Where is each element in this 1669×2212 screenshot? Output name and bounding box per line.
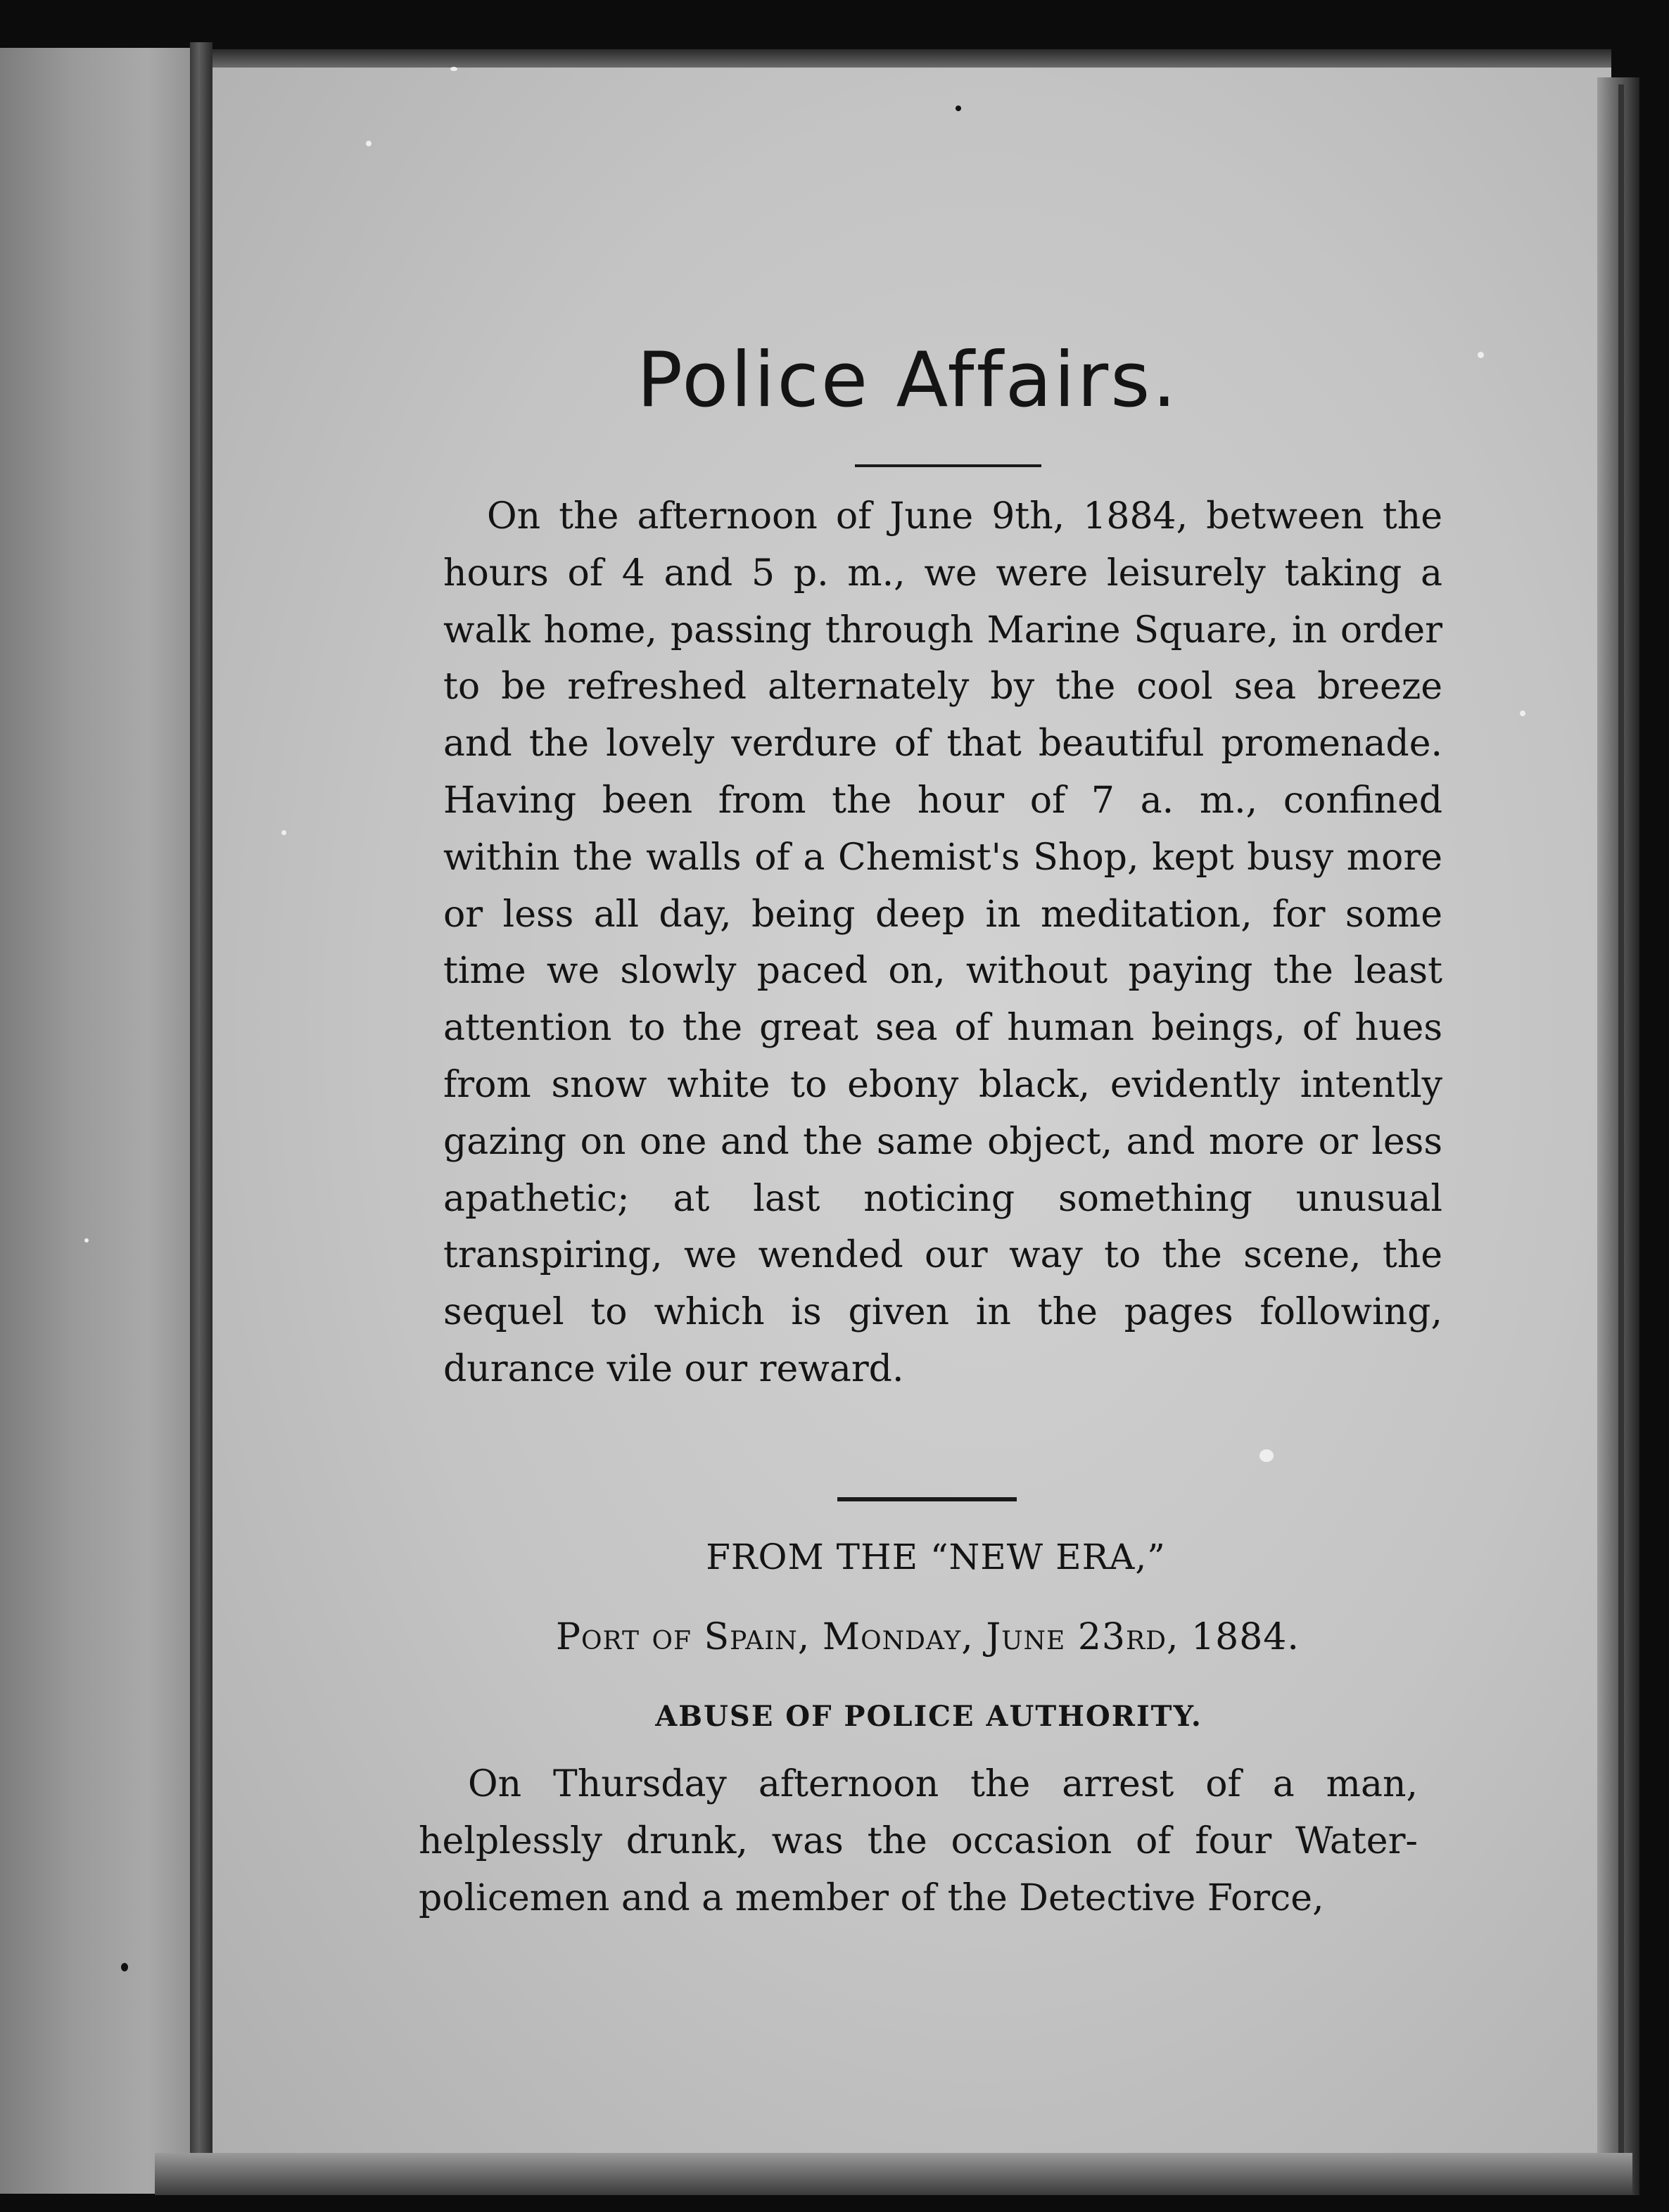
ink-speck bbox=[121, 1963, 128, 1971]
article-paragraph: On Thursday afternoon the arrest of a man, helplessly drunk, was the occasion of four Water-policemen and a member of the Detective Force, bbox=[419, 1763, 1418, 1919]
section-divider bbox=[837, 1497, 1017, 1501]
dateline: Port of Spain, Monday, June 23rd, 1884. bbox=[556, 1616, 1300, 1658]
bottom-shadow bbox=[155, 2153, 1632, 2195]
dust-speck bbox=[1478, 352, 1484, 358]
source-heading: FROM THE “NEW ERA,” bbox=[706, 1537, 1166, 1577]
right-edge-line bbox=[1618, 84, 1624, 2188]
book-gutter bbox=[190, 42, 212, 2195]
ink-speck bbox=[956, 106, 961, 111]
article-subheading: ABUSE OF POLICE AUTHORITY. bbox=[655, 1700, 1202, 1733]
left-page-edge bbox=[0, 48, 211, 2194]
page-title: Police Affairs. bbox=[637, 336, 1179, 424]
intro-paragraph: On the afternoon of June 9th, 1884, between the hours of 4 and 5 p. m., we were leisurely taking a walk home, passing through Marine Square, in order to be refreshed alternately by the cool sea breeze and the lovely verdure of that beautiful promenade. Having been from the hour of 7 a. m., confined within the walls of a Chemist's Shop, kept busy more or less all day, being deep in meditation, for some time we slowly paced on, without paying the least attention to the great sea of human beings, of hues from snow white to ebony black, evidently intently gazing on one and the same object, and more or less apathetic; at last noticing something unusual transpiring, we wended our way to the scene, the sequel to which is given in the pages following, durance vile our reward. bbox=[443, 495, 1442, 1390]
dust-speck bbox=[450, 67, 457, 71]
dust-speck bbox=[84, 1238, 89, 1242]
title-divider bbox=[855, 464, 1041, 467]
dust-speck bbox=[281, 830, 286, 835]
dust-speck bbox=[1259, 1449, 1274, 1462]
dust-speck bbox=[366, 141, 372, 146]
dust-speck bbox=[1520, 711, 1525, 716]
